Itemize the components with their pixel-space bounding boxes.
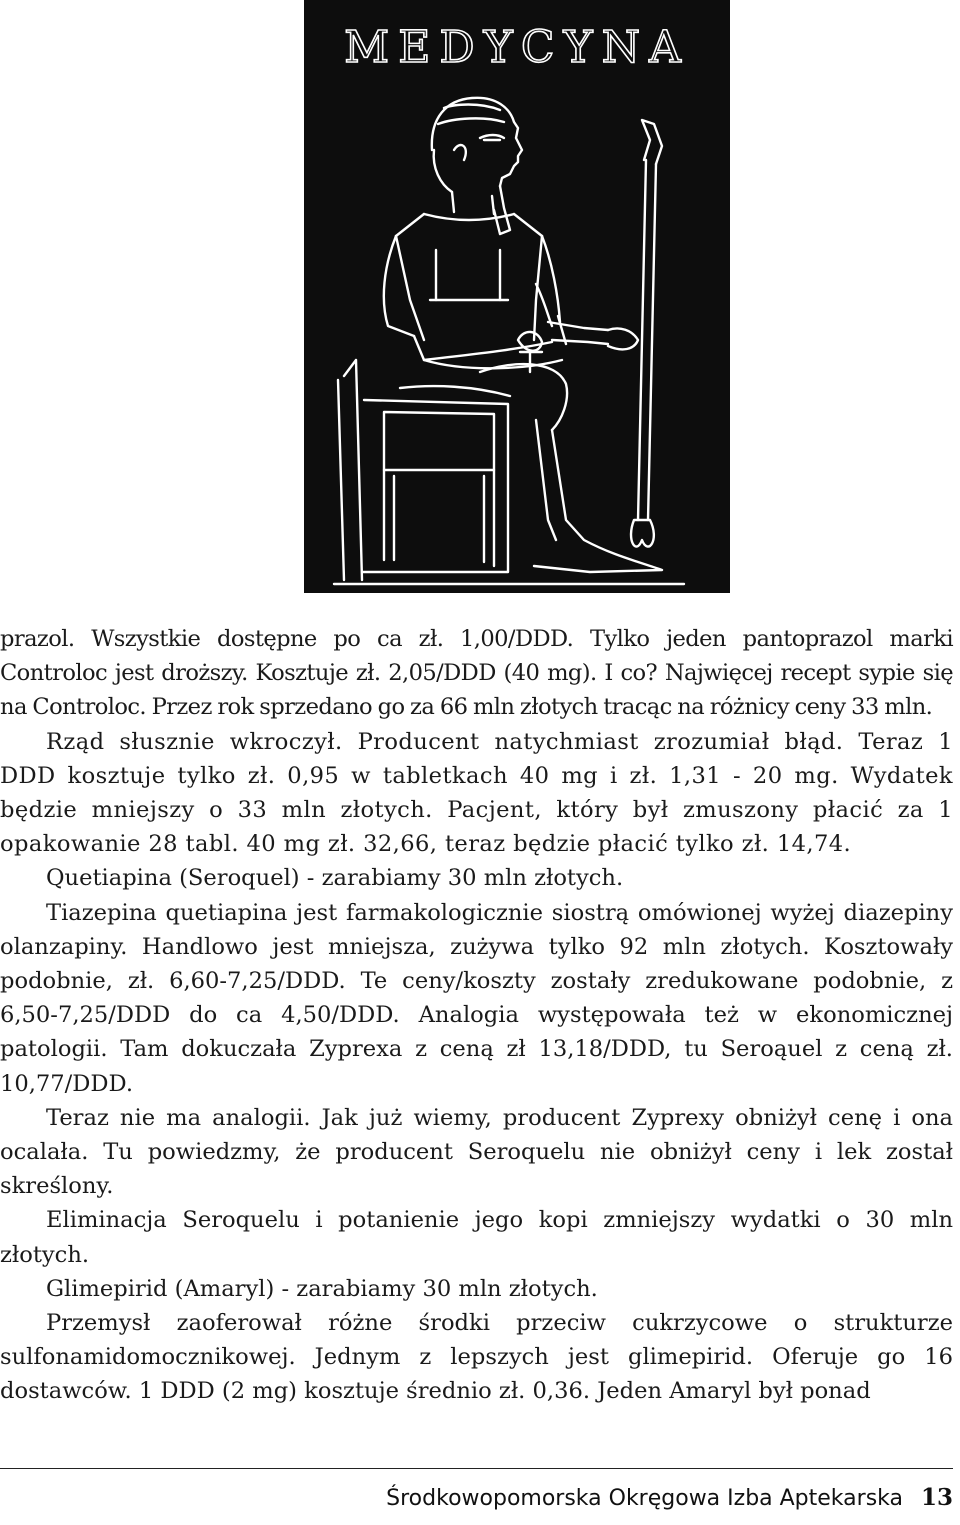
paragraph: prazol. Wszystkie dostępne po ca zł. 1,00/DDD. Tylko jeden pantoprazol marki Controloc jest droższy. Kosztuje zł. 2,05/DDD (40 mg). I co? Najwięcej recept sypie się na Controloc. Przez rok sprzedano go za 66 mln złotych tracąc na różnicy ceny 33 mln. (0, 626, 953, 721)
paragraph: Teraz nie ma analogii. Jak już wiemy, producent Zyprexy obniżył cenę i ona ocalała. Tu powiedzmy, że producent Seroquelu nie obniżył ceny i lek został skreślony. (0, 1104, 953, 1200)
paragraph: Rząd słusznie wkroczył. Producent natychmiast zrozumiał błąd. Teraz 1 DDD kosztuje tylko zł. 0,95 w tabletkach 40 mg i zł. 1,31 - 20 mg. Wydatek będzie mniejszy o 33 mln złotych. Pacjent, który był zmuszony płacić za 1 opakowanie 28 tabl. 40 mg zł. 32,66, teraz będzie płacić tylko zł. 14,74. (0, 728, 953, 858)
article-body (0, 622, 953, 1409)
page-number: 13 (920, 1484, 953, 1511)
paragraph: Quetiapina (Seroquel) - zarabiamy 30 mln złotych. (46, 865, 624, 892)
page-footer (386, 1484, 953, 1511)
paragraph: Przemysł zaoferował różne środki przeciw cukrzycowe o strukturze sulfonamidomocznikowej. Jednym z lepszych jest glimepirid. Oferuje go 16 dostawców. 1 DDD (2 mg) kosztuje średnio zł. 0,36. Jeden Amaryl był ponad (0, 1310, 953, 1405)
illustration-panel (304, 0, 730, 593)
paragraph: Glimepirid (Amaryl) - zarabiamy 30 mln złotych. (46, 1275, 598, 1302)
paragraph: Tiazepina quetiapina jest farmakologicznie siostrą omówionej wyżej diazepiny olanzapiny. Handlowo jest mniejsza, zużywa tylko 92 mln złotych. Kosztowały podobnie, zł. 6,60-7,25/DDD. Te ceny/koszty zostały zredukowane podobnie, z 6,50-7,25/DDD do ca 4,50/DDD. Analogia występowała też w ekonomicznej patologii. Tam dokuczała Zyprexa z ceną zł 13,18/DDD, tu Seroąuel z ceną zł. 10,77/DDD. (0, 899, 953, 1097)
paragraph: Eliminacja Seroquelu i potanienie jego kopi zmniejszy wydatki o 30 mln złotych. (0, 1207, 953, 1268)
egyptian-seated-figure-icon (304, 0, 730, 593)
figure-title: MEDYCYNA (344, 22, 690, 73)
footer-divider (0, 1468, 953, 1469)
publication-name: Środkowopomorska Okręgowa Izba Aptekarska (386, 1486, 903, 1511)
